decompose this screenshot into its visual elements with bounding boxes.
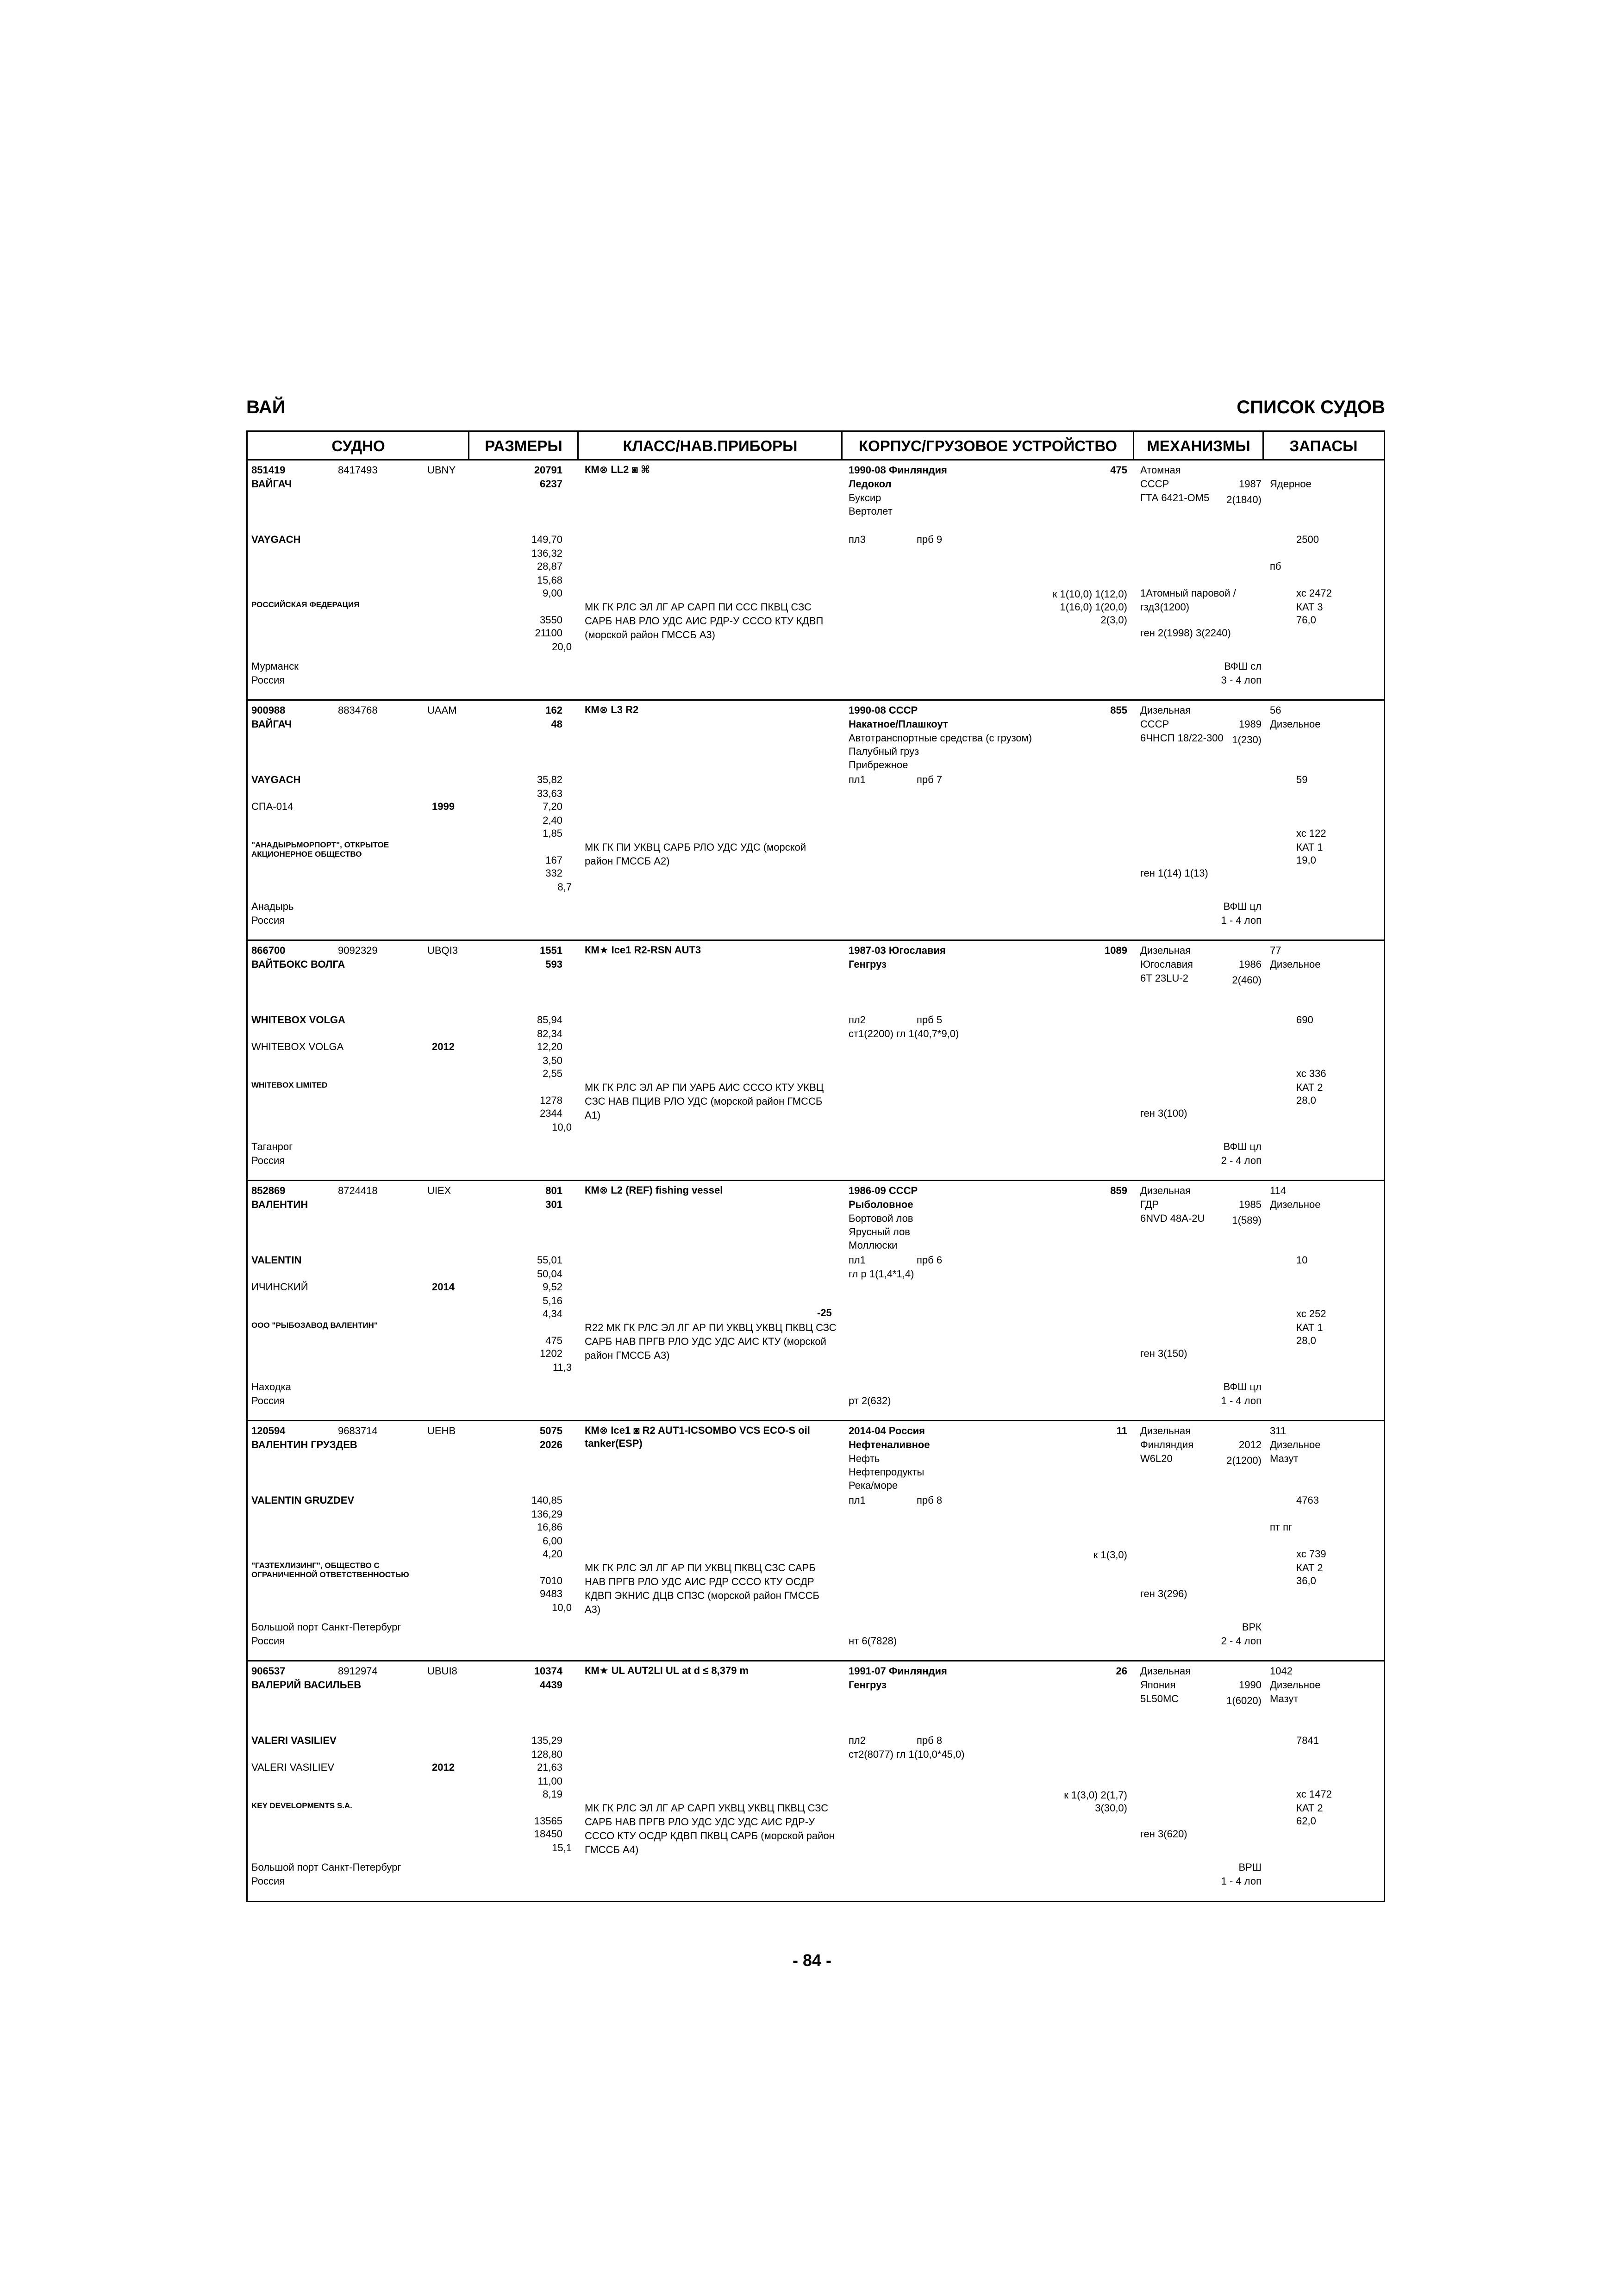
former-name-year: 2012 (432, 1041, 455, 1052)
category: КАТ 3 (1296, 601, 1323, 613)
engine-year: 1985 (1239, 1199, 1262, 1210)
nav-equipment: МК ГК РЛС ЭЛ АР ПИ УАРБ АИС СССО КТУ УКВЦ СЗС НАВ ПЦИВ РЛО УДС (морской район ГМССБ А1) (585, 1082, 824, 1121)
gross-tonnage: 10374 (534, 1665, 562, 1677)
water-supply: 28,0 (1296, 1335, 1316, 1346)
displacement: 2344 (540, 1108, 562, 1119)
ship-record (248, 1181, 1384, 1421)
depth: 6,00 (543, 1535, 562, 1547)
ship-record (248, 1661, 1384, 1902)
ship-register-table (246, 430, 1385, 1902)
bulkheads: прб 8 (917, 1494, 943, 1506)
propeller-type: ВФШ цл (1223, 1381, 1262, 1393)
fuel-amount-top: 1042 (1270, 1665, 1293, 1677)
yard-number: 11 (1116, 1425, 1127, 1437)
hull-extra: гл р 1(1,4*1,4) (849, 1268, 914, 1280)
home-port: Мурманск (251, 660, 299, 672)
engine-year: 1987 (1239, 478, 1262, 490)
ship-name: ВАЙТБОКС ВОЛГА (251, 958, 345, 970)
deadweight: 7010 (540, 1575, 562, 1587)
engine-year: 1989 (1239, 718, 1262, 730)
reg-number: 120594 (251, 1425, 286, 1437)
bulkheads: прб 7 (917, 774, 943, 785)
fuel-amount-top: 311 (1270, 1425, 1287, 1437)
engine-type: Дизельная (1140, 945, 1191, 956)
flag: Россия (251, 1155, 285, 1166)
home-port: Большой порт Санкт-Петербург (251, 1621, 401, 1633)
fuel-amount-top: 114 (1270, 1185, 1287, 1196)
net-tonnage: 48 (551, 718, 562, 730)
water-supply: 36,0 (1296, 1575, 1316, 1587)
length-bp: 136,29 (531, 1508, 562, 1520)
depth: 15,68 (537, 574, 562, 586)
displacement: 18450 (534, 1828, 562, 1840)
displacement: 9483 (540, 1588, 562, 1599)
flag: Россия (251, 1875, 285, 1887)
owner-name: "АНАДЫРЬМОРПОРТ", ОТКРЫТОЕ АКЦИОНЕРНОЕ ОБЩЕСТВО (251, 840, 389, 859)
draught: 9,00 (543, 587, 562, 599)
col-header-dimensions: РАЗМЕРЫ (469, 432, 578, 460)
purpose-item: Вертолет (849, 505, 893, 517)
gross-tonnage: 20791 (534, 464, 562, 476)
deadweight: 475 (545, 1335, 562, 1346)
fuel-amount: 7841 (1296, 1735, 1319, 1746)
breadth: 7,20 (543, 801, 562, 812)
propulsion-note: 1Атомный паровой / гзд3(1200) (1140, 587, 1236, 613)
crew-count: хс 739 (1296, 1548, 1326, 1560)
page-number: - 84 - (792, 1951, 832, 1970)
page-header-right: СПИСОК СУДОВ (1237, 397, 1385, 417)
nav-equipment: МК ГК РЛС ЭЛ ЛГ АР ПИ УКВЦ ПКВЦ СЗС САРБ НАВ ПРГВ РЛО УДС АИС РДР СССО КТУ ОСДР КДВП ЭКНИС ДЦВ СПЗС (морской район ГМССБ А3) (585, 1562, 819, 1615)
deadweight: 3550 (540, 614, 562, 626)
yard-number: 475 (1110, 464, 1127, 476)
nav-equipment: R22 МК ГК РЛС ЭЛ ЛГ АР ПИ УКВЦ УКВЦ ПКВЦ СЗС САРБ НАВ ПРГВ РЛО УДС УДС АИС КТУ (морской район ГМССБ А3) (585, 1322, 837, 1361)
purpose-item: Ярусный лов (849, 1226, 910, 1238)
former-name: ИЧИНСКИЙ (251, 1281, 308, 1293)
length-bp: 50,04 (537, 1268, 562, 1280)
net-tonnage: 2026 (540, 1439, 562, 1450)
engine-country: Япония (1140, 1679, 1176, 1691)
flag: Россия (251, 1635, 285, 1647)
ship-record (248, 460, 1384, 701)
speed-knots: 20,0 (552, 641, 572, 653)
engine-year: 1986 (1239, 958, 1262, 970)
fuel-amount: 2500 (1296, 534, 1319, 545)
build-date-country: 1991-07 Финляндия (849, 1665, 947, 1677)
ship-name: ВАЛЕНТИН ГРУЗДЕВ (251, 1439, 357, 1450)
fuel-amount: 10 (1296, 1254, 1308, 1266)
fuel-type: Дизельное (1270, 718, 1321, 730)
propeller-blades: 1 - 4 лоп (1221, 915, 1262, 926)
engine-power: 1(589) (1232, 1214, 1262, 1226)
fuel-type: Дизельное (1270, 1199, 1321, 1210)
speed-knots: 10,0 (552, 1121, 572, 1133)
engine-country: СССР (1140, 718, 1169, 730)
former-name-year: 1999 (432, 801, 455, 812)
decks: пл3 (849, 534, 866, 545)
holds-line-2: 1(16,0) 1(20,0) (1060, 601, 1127, 613)
engine-model: W6L20 (1140, 1453, 1173, 1464)
purpose-item: Палубный груз (849, 746, 919, 757)
category: КАТ 1 (1296, 1322, 1323, 1333)
fuel-amount: 59 (1296, 774, 1308, 785)
class-notation: КМ⊗ LL2 ◙ ⌘ (585, 464, 650, 475)
ship-record (248, 701, 1384, 941)
breadth: 16,86 (537, 1521, 562, 1533)
decks: пл2 (849, 1014, 866, 1026)
yard-number: 855 (1110, 704, 1127, 716)
net-tonnage: 4439 (540, 1679, 562, 1691)
engine-type: Атомная (1140, 464, 1181, 476)
col-header-ship: СУДНО (248, 432, 469, 460)
bulkheads: прб 9 (917, 534, 943, 545)
class-extra: -25 (817, 1307, 832, 1319)
breadth: 28,87 (537, 560, 562, 572)
fuel-type: Ядерное (1270, 478, 1312, 490)
fuel-amount: 4763 (1296, 1494, 1319, 1506)
ship-type: Генгруз (849, 958, 887, 970)
holds-line-1: к 1(10,0) 1(12,0) (1052, 588, 1127, 600)
engine-year: 2012 (1239, 1439, 1262, 1450)
purpose-item: Автотранспортные средства (с грузом) (849, 732, 1032, 744)
nav-equipment: МК ГК ПИ УКВЦ САРБ РЛО УДС УДС (морской район ГМССБ А2) (585, 841, 806, 867)
flag: Россия (251, 1395, 285, 1406)
call-sign: UBQI3 (427, 945, 458, 956)
holds-line-3: 2(3,0) (1100, 614, 1127, 626)
call-sign: UBNY (427, 464, 456, 476)
imo-number: 8912974 (338, 1665, 378, 1677)
net-tonnage: 301 (545, 1199, 562, 1210)
net-tonnage: 6237 (540, 478, 562, 490)
imo-number: 8834768 (338, 704, 378, 716)
generators: ген 3(620) (1140, 1828, 1187, 1840)
crew-count: хс 1472 (1296, 1788, 1332, 1800)
nav-equipment: МК ГК РЛС ЭЛ ЛГ АР САРП ПИ ССС ПКВЦ СЗС САРБ НАВ РЛО УДС АИС РДР-У СССО КТУ КДВП (морской район ГМССБ А3) (585, 601, 824, 641)
reg-number: 906537 (251, 1665, 286, 1677)
generators: ген 3(296) (1140, 1588, 1187, 1599)
reg-number: 900988 (251, 704, 286, 716)
breadth: 9,52 (543, 1281, 562, 1293)
length-bp: 82,34 (537, 1028, 562, 1039)
tanks: рт 2(632) (849, 1395, 891, 1406)
category: КАТ 1 (1296, 841, 1323, 853)
class-notation: КМ★ Ice1 R2-RSN AUT3 (585, 944, 701, 956)
call-sign: UAAM (427, 704, 457, 716)
ship-type: Рыболовное (849, 1199, 913, 1210)
col-divider (1133, 432, 1134, 460)
draught: 1,85 (543, 828, 562, 839)
breadth: 21,63 (537, 1761, 562, 1773)
class-notation: КМ★ UL AUT2LI UL at d ≤ 8,379 m (585, 1665, 749, 1676)
build-date-country: 1986-09 СССР (849, 1185, 918, 1196)
speed-knots: 11,3 (552, 1362, 572, 1373)
engine-country: ГДР (1140, 1199, 1159, 1210)
ship-name: ВАЛЕНТИН (251, 1199, 308, 1210)
col-header-hull: КОРПУС/ГРУЗОВОЕ УСТРОЙСТВО (842, 432, 1134, 460)
ship-type: Генгруз (849, 1679, 887, 1691)
build-date-country: 1987-03 Югославия (849, 945, 946, 956)
water-supply: 62,0 (1296, 1815, 1316, 1827)
propeller-type: ВФШ сл (1224, 660, 1262, 672)
col-header-class: КЛАСС/НАВ.ПРИБОРЫ (578, 432, 842, 460)
ship-name-latin: VAYGACH (251, 534, 301, 545)
generators: ген 3(100) (1140, 1108, 1187, 1119)
ship-type: Накатное/Плашкоут (849, 718, 948, 730)
engine-power: 2(460) (1232, 974, 1262, 986)
propeller-type: ВРК (1242, 1621, 1262, 1633)
class-notation: КМ⊗ L3 R2 (585, 704, 639, 716)
owner-name: WHITEBOX LIMITED (251, 1081, 328, 1089)
propeller-blades: 2 - 4 лоп (1221, 1155, 1262, 1166)
engine-year: 1990 (1239, 1679, 1262, 1691)
owner-name: ООО "РЫБОЗАВОД ВАЛЕНТИН" (251, 1321, 378, 1330)
fuel-note: пт пг (1270, 1521, 1293, 1533)
category: КАТ 2 (1296, 1802, 1323, 1814)
home-port: Находка (251, 1381, 291, 1393)
reg-number: 852869 (251, 1185, 286, 1196)
speed-knots: 10,0 (552, 1602, 572, 1613)
decks: пл1 (849, 1254, 866, 1266)
purpose-item: Река/море (849, 1480, 898, 1491)
home-port: Анадырь (251, 901, 294, 912)
gross-tonnage: 1551 (540, 945, 562, 956)
depth: 3,50 (543, 1055, 562, 1066)
holds-line-1: к 1(3,0) (1093, 1549, 1127, 1561)
decks: пл2 (849, 1735, 866, 1746)
reg-number: 866700 (251, 945, 286, 956)
engine-country: СССР (1140, 478, 1169, 490)
speed-knots: 8,7 (557, 881, 572, 893)
engine-model: 6NVD 48A-2U (1140, 1213, 1205, 1224)
flag: Россия (251, 674, 285, 686)
engine-power: 2(1840) (1226, 494, 1262, 505)
ship-record (248, 941, 1384, 1181)
ship-name-latin: WHITEBOX VOLGA (251, 1014, 345, 1026)
displacement: 21100 (535, 627, 562, 639)
col-divider (841, 432, 843, 460)
col-divider (468, 432, 469, 460)
propeller-blades: 1 - 4 лоп (1221, 1395, 1262, 1406)
propeller-blades: 2 - 4 лоп (1221, 1635, 1262, 1647)
imo-number: 8417493 (338, 464, 378, 476)
generators: ген 2(1998) 3(2240) (1140, 627, 1231, 639)
purpose-item: Прибрежное (849, 759, 908, 771)
length-overall: 55,01 (537, 1254, 562, 1266)
engine-type: Дизельная (1140, 1185, 1191, 1196)
length-bp: 136,32 (531, 548, 562, 559)
gross-tonnage: 801 (545, 1185, 562, 1196)
length-overall: 135,29 (531, 1735, 562, 1746)
engine-model: 6Т 23LU-2 (1140, 972, 1188, 984)
engine-power: 1(6020) (1226, 1695, 1262, 1706)
class-notation: КМ⊗ L2 (REF) fishing vessel (585, 1184, 723, 1196)
propeller-type: ВФШ цл (1223, 1141, 1262, 1152)
former-name: СПА-014 (251, 801, 294, 812)
build-date-country: 2014-04 Россия (849, 1425, 925, 1437)
category: КАТ 2 (1296, 1082, 1323, 1093)
imo-number: 9092329 (338, 945, 378, 956)
fuel-type: Дизельное (1270, 958, 1321, 970)
ship-name: ВАЙГАЧ (251, 718, 292, 730)
engine-type: Дизельная (1140, 1425, 1191, 1437)
purpose-item: Нефтепродукты (849, 1466, 924, 1478)
engine-model: 6ЧНСП 18/22-300 (1140, 732, 1224, 744)
build-date-country: 1990-08 Финляндия (849, 464, 947, 476)
bulkheads: прб 8 (917, 1735, 943, 1746)
fuel-type-extra: Мазут (1270, 1693, 1299, 1705)
gross-tonnage: 162 (545, 704, 562, 716)
draught: 4,34 (543, 1308, 562, 1319)
draught: 8,19 (543, 1788, 562, 1800)
ship-name-latin: VAYGACH (251, 774, 301, 785)
former-name: VALERI VASILIEV (251, 1761, 334, 1773)
fuel-note: пб (1270, 560, 1281, 572)
holds-line-1: к 1(3,0) 2(1,7) (1064, 1789, 1127, 1801)
call-sign: UIEX (427, 1185, 451, 1196)
tanks: нт 6(7828) (849, 1635, 897, 1647)
holds-line-2: 3(30,0) (1095, 1802, 1127, 1814)
length-overall: 85,94 (537, 1014, 562, 1026)
displacement: 332 (545, 867, 562, 879)
fuel-type-extra: Мазут (1270, 1453, 1299, 1464)
ship-name: ВАЙГАЧ (251, 478, 292, 490)
engine-model: ГТА 6421-ОМ5 (1140, 492, 1210, 504)
water-supply: 28,0 (1296, 1095, 1316, 1106)
class-notation: КМ⊗ Ice1 ◙ R2 AUT1-ICSOMBO VCS ECO-S oil tanker(ESP) (585, 1425, 810, 1449)
yard-number: 1089 (1105, 945, 1127, 956)
owner-name: РОССИЙСКАЯ ФЕДЕРАЦИЯ (251, 600, 360, 609)
generators: ген 3(150) (1140, 1348, 1187, 1359)
ship-type: Нефтеналивное (849, 1439, 930, 1450)
engine-model: 5L50MC (1140, 1693, 1179, 1705)
fuel-type: Дизельное (1270, 1439, 1321, 1450)
yard-number: 859 (1110, 1185, 1127, 1196)
engine-country: Югославия (1140, 958, 1193, 970)
ship-name-latin: VALENTIN GRUZDEV (251, 1494, 355, 1506)
draught: 2,55 (543, 1068, 562, 1079)
depth: 5,16 (543, 1295, 562, 1307)
generators: ген 1(14) 1(13) (1140, 867, 1208, 879)
propeller-type: ВРШ (1238, 1861, 1262, 1873)
engine-power: 2(1200) (1226, 1455, 1262, 1466)
former-name-year: 2014 (432, 1281, 455, 1293)
decks: пл1 (849, 1494, 866, 1506)
gross-tonnage: 5075 (540, 1425, 562, 1437)
length-overall: 35,82 (537, 774, 562, 785)
hull-extra: ст1(2200) гл 1(40,7*9,0) (849, 1028, 959, 1039)
decks: пл1 (849, 774, 866, 785)
draught: 4,20 (543, 1548, 562, 1560)
imo-number: 8724418 (338, 1185, 378, 1196)
hull-extra: ст2(8077) гл 1(10,0*45,0) (849, 1748, 965, 1760)
imo-number: 9683714 (338, 1425, 378, 1437)
category: КАТ 2 (1296, 1562, 1323, 1574)
bulkheads: прб 5 (917, 1014, 943, 1026)
engine-type: Дизельная (1140, 704, 1191, 716)
home-port: Таганрог (251, 1141, 293, 1152)
col-divider (577, 432, 579, 460)
breadth: 12,20 (537, 1041, 562, 1052)
deadweight: 1278 (540, 1095, 562, 1106)
ship-name: ВАЛЕРИЙ ВАСИЛЬЕВ (251, 1679, 362, 1691)
build-date-country: 1990-08 СССР (849, 704, 918, 716)
ship-name-latin: VALENTIN (251, 1254, 302, 1266)
depth: 11,00 (537, 1775, 562, 1787)
purpose-item: Буксир (849, 492, 881, 504)
deadweight: 167 (545, 854, 562, 866)
propeller-blades: 3 - 4 лоп (1221, 674, 1262, 686)
net-tonnage: 593 (545, 958, 562, 970)
nav-equipment: МК ГК РЛС ЭЛ ЛГ АР САРП УКВЦ УКВЦ ПКВЦ СЗС САРБ НАВ ПРГВ РЛО УДС УДС УДС АИС РДР-У СССО КТУ ОСДР КДВП ПКВЦ САРБ (морской район ГМССБ А4) (585, 1802, 835, 1855)
col-header-mechanisms: МЕХАНИЗМЫ (1134, 432, 1263, 460)
propeller-type: ВФШ цл (1223, 901, 1262, 912)
page-header-left: ВАЙ (246, 397, 286, 417)
engine-country: Финляндия (1140, 1439, 1194, 1450)
owner-name: "ГАЗТЕХЛИЗИНГ", ОБЩЕСТВО С ОГРАНИЧЕННОЙ ОТВЕТСТВЕННОСТЬЮ (251, 1561, 409, 1579)
ship-type: Ледокол (849, 478, 892, 490)
engine-type: Дизельная (1140, 1665, 1191, 1677)
speed-knots: 15,1 (552, 1842, 572, 1854)
bulkheads: прб 6 (917, 1254, 943, 1266)
purpose-item: Нефть (849, 1453, 880, 1464)
crew-count: хс 336 (1296, 1068, 1326, 1079)
fuel-amount-top: 56 (1270, 704, 1281, 716)
crew-count: хс 252 (1296, 1308, 1326, 1319)
former-name-year: 2012 (432, 1761, 455, 1773)
flag: Россия (251, 915, 285, 926)
fuel-amount: 690 (1296, 1014, 1313, 1026)
home-port: Большой порт Санкт-Петербург (251, 1861, 401, 1873)
col-divider (1262, 432, 1264, 460)
deadweight: 13565 (534, 1815, 562, 1827)
call-sign: UBUI8 (427, 1665, 457, 1677)
purpose-item: Моллюски (849, 1239, 898, 1251)
call-sign: UEHB (427, 1425, 456, 1437)
water-supply: 76,0 (1296, 614, 1316, 626)
depth: 2,40 (543, 815, 562, 826)
fuel-type: Дизельное (1270, 1679, 1321, 1691)
yard-number: 26 (1116, 1665, 1127, 1677)
fuel-amount-top: 77 (1270, 945, 1281, 956)
former-name: WHITEBOX VOLGA (251, 1041, 344, 1052)
ship-name-latin: VALERI VASILIEV (251, 1735, 337, 1746)
col-header-supplies: ЗАПАСЫ (1263, 432, 1384, 460)
reg-number: 851419 (251, 464, 286, 476)
displacement: 1202 (540, 1348, 562, 1359)
engine-power: 1(230) (1232, 734, 1262, 746)
length-bp: 128,80 (531, 1748, 562, 1760)
crew-count: хс 122 (1296, 828, 1326, 839)
length-overall: 149,70 (531, 534, 562, 545)
crew-count: хс 2472 (1296, 587, 1332, 599)
propeller-blades: 1 - 4 лоп (1221, 1875, 1262, 1887)
ship-record (248, 1421, 1384, 1661)
water-supply: 19,0 (1296, 854, 1316, 866)
length-bp: 33,63 (537, 788, 562, 799)
owner-name: KEY DEVELOPMENTS S.A. (251, 1801, 352, 1810)
length-overall: 140,85 (531, 1494, 562, 1506)
purpose-item: Бортовой лов (849, 1213, 913, 1224)
